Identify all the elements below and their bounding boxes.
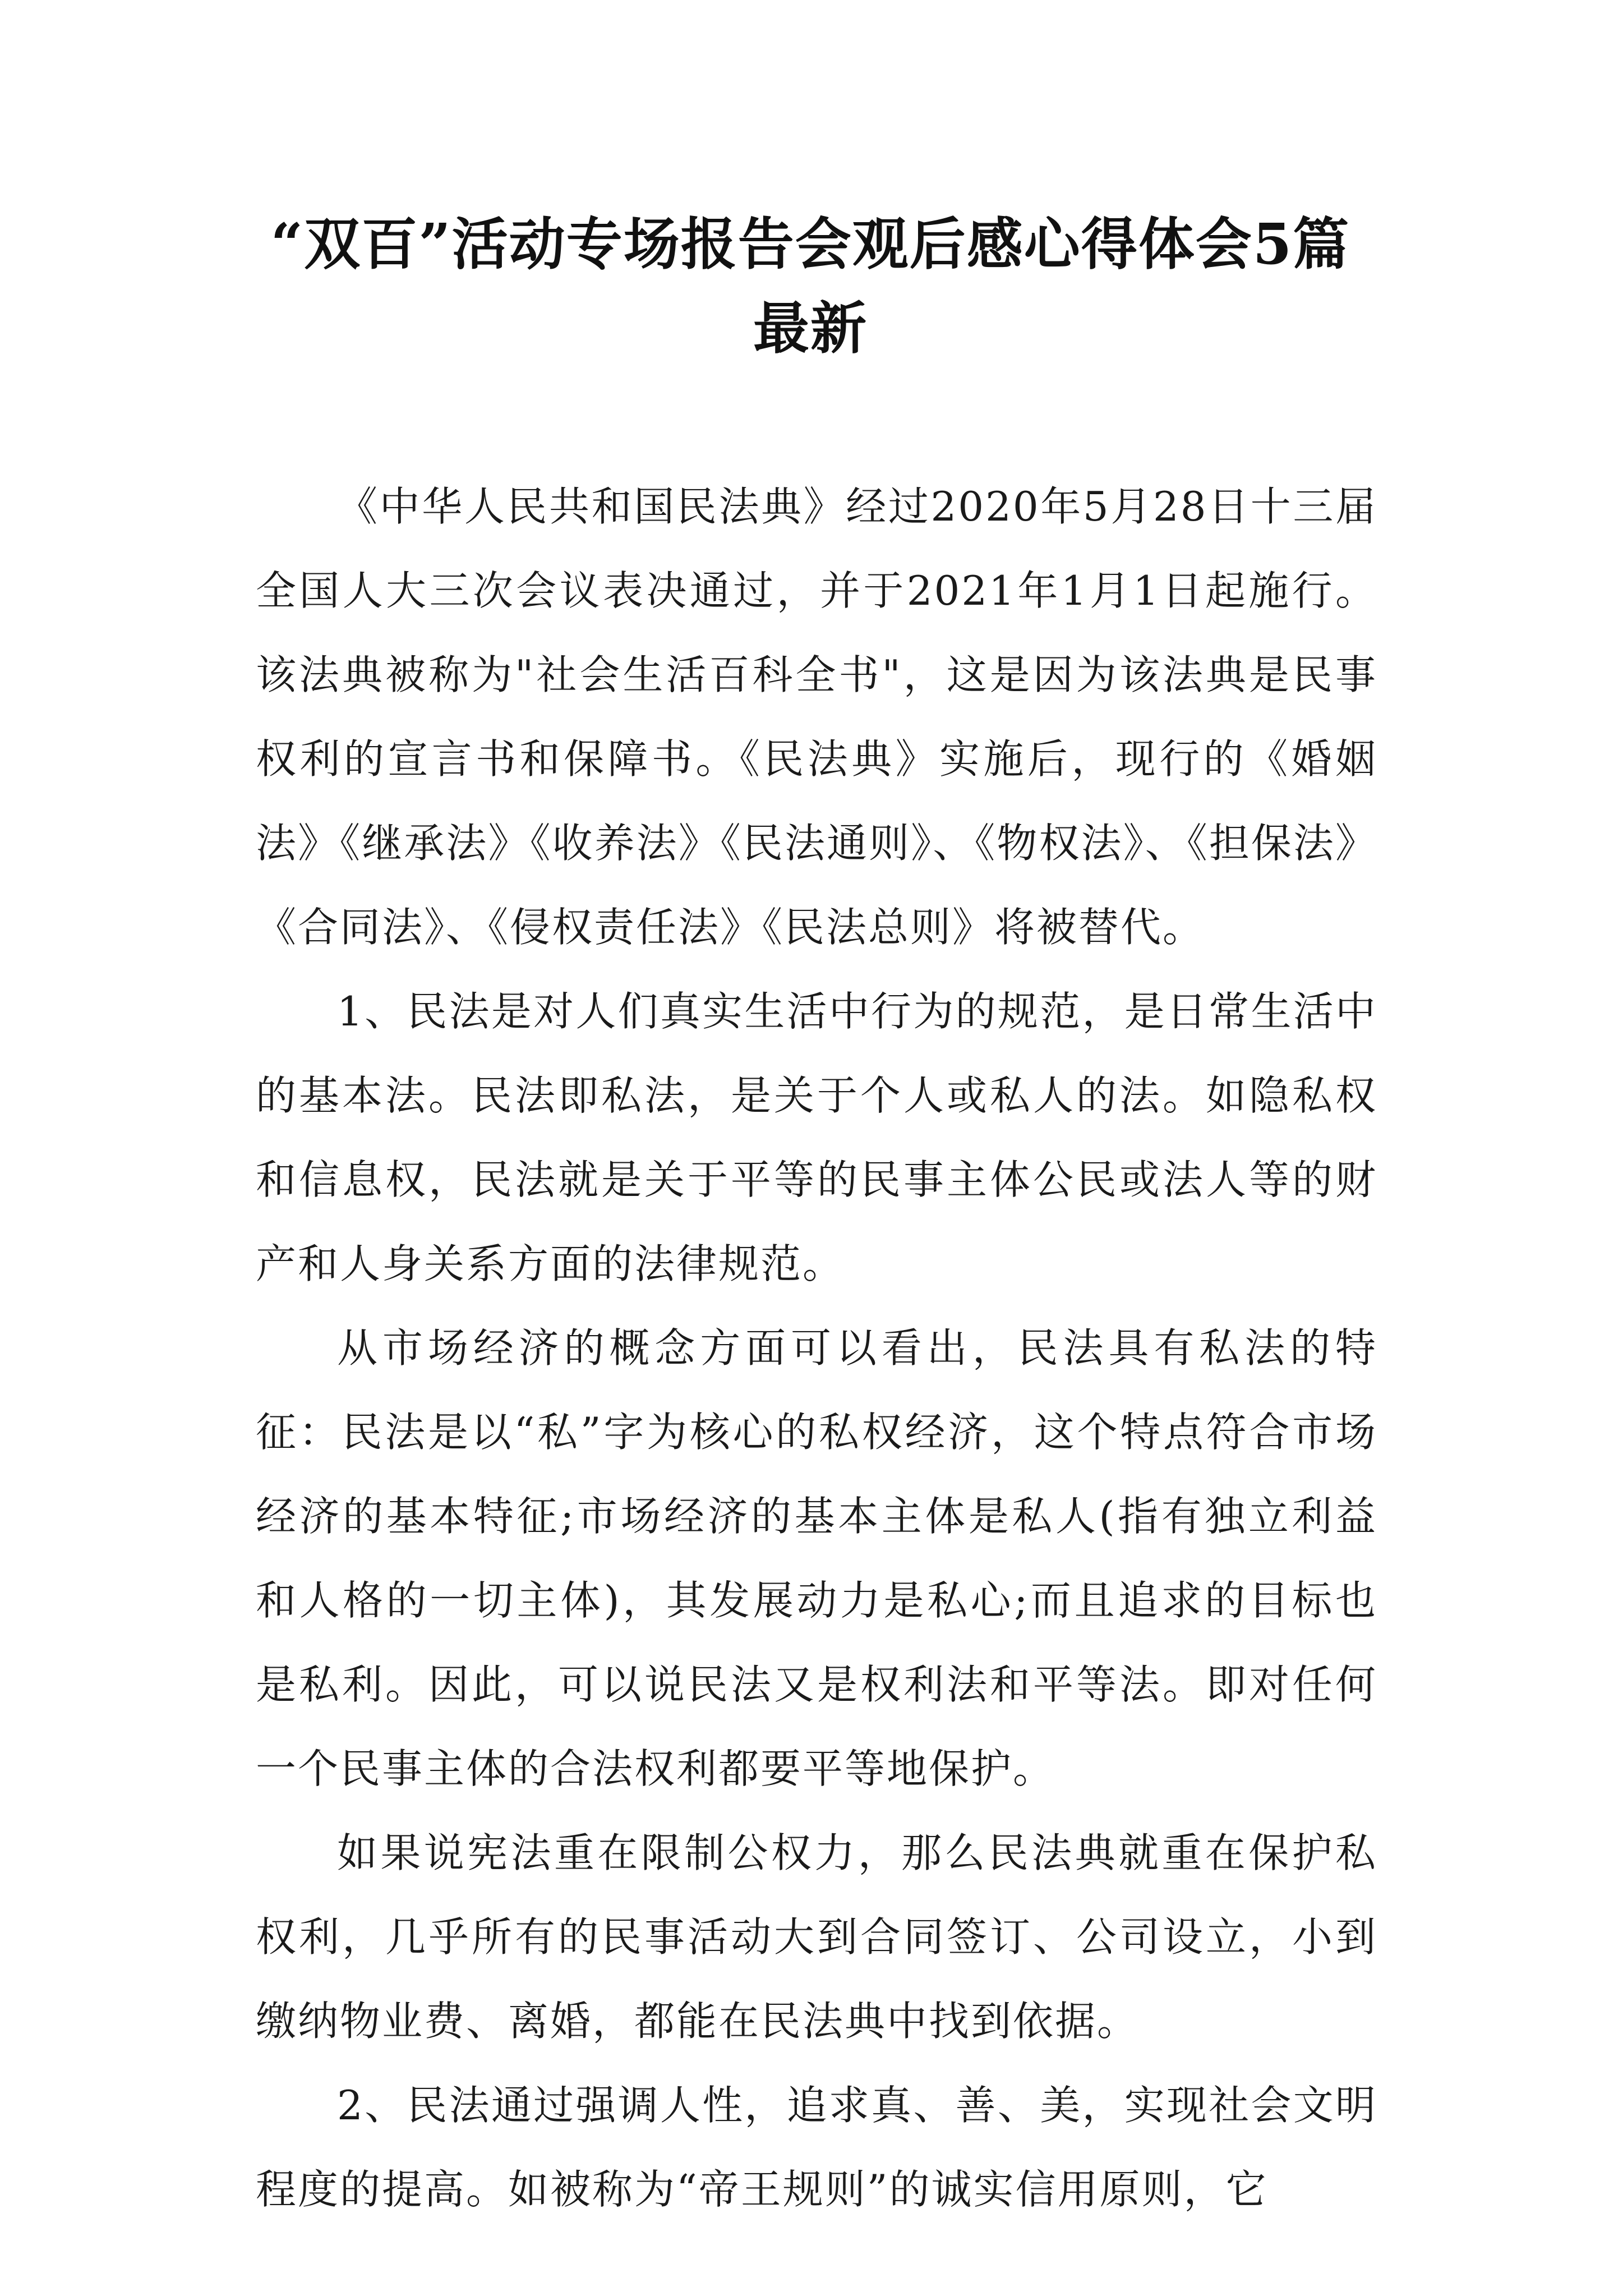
paragraph: 如果说宪法重在限制公权力，那么民法典就重在保护私权利，几乎所有的民事活动大到合同签订、公司设立，小到缴纳物业费、离婚，都能在民法典中找到依据。 [256, 1829, 1377, 2045]
paragraph: 从市场经济的概念方面可以看出，民法具有私法的特征：民法是以“私”字为核心的私权经济，这个特点符合市场经济的基本特征;市场经济的基本主体是私人(指有独立利益和人格的一切主体)，其发展动力是私心;而且追求的目标也是私利。因此，可以说民法又是权利法和平等法。即对任何一个民事主体的合法权利都要平等地保护。 [256, 1324, 1377, 1792]
document-body [256, 464, 1377, 2231]
paragraph: 1、民法是对人们真实生活中行为的规范，是日常生活中的基本法。民法即私法，是关于个人或私人的法。如隐私权和信息权，民法就是关于平等的民事主体公民或法人等的财产和人身关系方面的法律规范。 [256, 988, 1377, 1287]
paragraph: 2、民法通过强调人性，追求真、善、美，实现社会文明程度的提高。如被称为“帝王规则”的诚实信用原则，它 [256, 2082, 1377, 2213]
document-title: “双百”活动专场报告会观后感心得体会5篇最新 [270, 211, 1350, 361]
paragraph: 《中华人民共和国民法典》经过2020年5月28日十三届全国人大三次会议表决通过，并于2021年1月1日起施行。该法典被称为"社会生活百科全书"，这是因为该法典是民事权利的宣言书和保障书。《民法典》实施后，现行的《婚姻法》《继承法》《收养法》《民法通则》、《物权法》、《担保法》《合同法》、《侵权责任法》《民法总则》将被替代。 [256, 483, 1377, 951]
